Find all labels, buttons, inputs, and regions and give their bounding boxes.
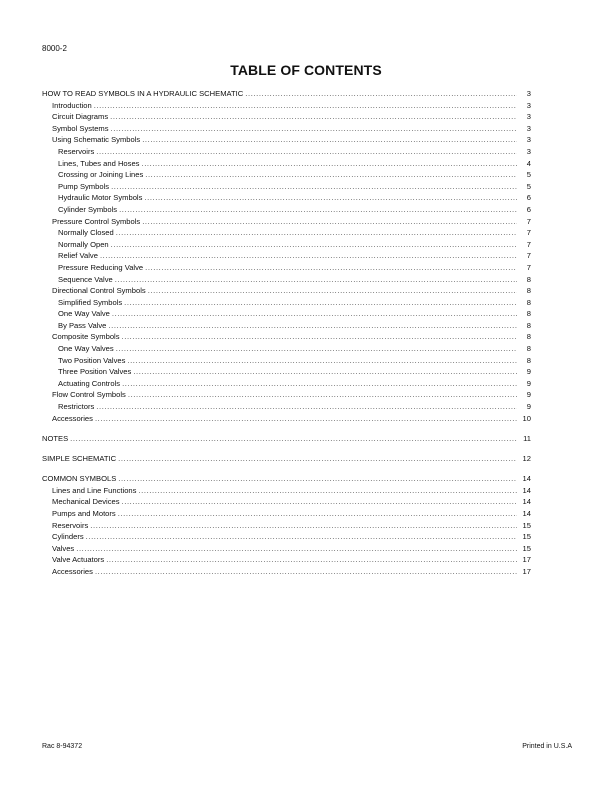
toc-entry-label: Relief Valve [58,251,98,261]
toc-entry-page-number: 8 [526,332,531,342]
toc-dot-leader [96,146,517,158]
toc-entry-label: Introduction [52,100,92,110]
toc-entry-label: Valves [52,543,75,553]
toc-entry [42,566,531,578]
toc-dot-leader [96,401,517,413]
toc-entry-label: COMMON SYMBOLS [42,474,117,484]
toc-entry [42,331,531,343]
section-gap [42,444,531,453]
toc-entry-label: Pressure Reducing Valve [58,262,144,272]
toc-dot-leader [119,204,517,216]
toc-entry-label: One Way Valve [58,309,110,319]
toc-dot-leader [144,192,517,204]
toc-entry-page-number: 14 [522,497,531,507]
toc-entry-page-number: 8 [526,286,531,296]
toc-entry-page-number: 8 [526,320,531,330]
toc-entry [42,158,531,170]
toc-entry-page-number: 9 [526,390,531,400]
toc-entry-label: Hydraulic Motor Symbols [58,193,143,203]
toc-entry-page-number: 10 [522,413,531,423]
toc-dot-leader [115,274,517,286]
toc-entry-label: Reservoirs [58,146,95,156]
toc-dot-leader [127,355,517,367]
toc-dot-leader [111,123,517,135]
toc-entry-label: Using Schematic Symbols [52,135,141,145]
toc-dot-leader [128,389,517,401]
toc-entry-page-number: 8 [526,344,531,354]
toc-entry-page-number: 7 [526,239,531,249]
toc-entry-page-number: 11 [523,433,531,443]
toc-entry-label: Crossing or Joining Lines [58,170,144,180]
toc-dot-leader [142,134,517,146]
toc-entry [42,250,531,262]
toc-dot-leader [95,413,517,425]
toc-entry-label: Normally Open [58,239,109,249]
toc-entry-label: Cylinder Symbols [58,204,118,214]
toc-dot-leader [110,111,517,123]
toc-entry-page-number: 8 [526,309,531,319]
toc-dot-leader [122,378,517,390]
toc-entry [42,134,531,146]
toc-dot-leader [145,262,517,274]
toc-entry-page-number: 3 [526,135,531,145]
toc-dot-leader [111,239,517,251]
toc-entry-page-number: 3 [526,89,531,98]
toc-entry-label: Sequence Valve [58,274,113,284]
toc-entry [42,111,531,123]
toc-entry [42,453,531,465]
toc-entry-label: Actuating Controls [58,378,121,388]
toc-entry [42,274,531,286]
toc-entry [42,355,531,367]
section-gap [42,424,531,433]
toc-entry [42,413,531,425]
toc-entry-page-number: 9 [526,402,531,412]
toc-entry-label: Lines and Line Functions [52,485,137,495]
toc-entry [42,401,531,413]
toc-dot-leader [122,331,517,343]
toc-entry-page-number: 9 [526,367,531,377]
toc-entry-page-number: 7 [526,251,531,261]
footer-document-number: Rac 8-94372 [42,743,83,750]
toc-dot-leader [141,158,517,170]
toc-entry [42,320,531,332]
toc-entry [42,216,531,228]
toc-dot-leader [100,250,517,262]
toc-entry-page-number: 8 [526,274,531,284]
toc-entry [42,262,531,274]
toc-dot-leader [118,508,517,520]
toc-entry-page-number: 7 [526,216,531,226]
toc-entry [42,308,531,320]
toc-entry-page-number: 15 [522,543,531,553]
toc-entry [42,485,531,497]
toc-dot-leader [133,366,517,378]
toc-entry-label: Lines, Tubes and Hoses [58,158,140,168]
toc-entry-page-number: 17 [522,555,531,565]
toc-entry-label: Reservoirs [52,520,89,530]
toc-entry-page-number: 12 [522,454,531,463]
toc-entry-label: By Pass Valve [58,320,107,330]
toc-entry-page-number: 3 [526,112,531,122]
toc-entry-label: Mechanical Devices [52,497,120,507]
toc-dot-leader [124,297,517,309]
toc-entry-page-number: 15 [522,520,531,530]
toc-dot-leader [95,566,517,578]
toc-entry-label: Accessories [52,413,93,423]
toc-dot-leader [106,554,517,566]
toc-entry-label: Symbol Systems [52,123,109,133]
toc-entry [42,389,531,401]
section-gap [42,465,531,474]
toc-entry [42,239,531,251]
toc-dot-leader [118,473,517,485]
toc-entry [42,181,531,193]
toc-entry [42,520,531,532]
toc-dot-leader [122,496,517,508]
toc-entry [42,531,531,543]
toc-entry-label: Restrictors [58,402,95,412]
toc-dot-leader [118,453,517,465]
toc-entry-page-number: 3 [526,146,531,156]
toc-entry-label: Accessories [52,566,93,576]
toc-entry [42,204,531,216]
page-title: TABLE OF CONTENTS [230,62,382,78]
toc-entry-label: Pressure Control Symbols [52,216,141,226]
toc-entry-label: Three Position Valves [58,367,132,377]
toc-entry [42,366,531,378]
toc-entry-label: HOW TO READ SYMBOLS IN A HYDRAULIC SCHEMATIC [42,89,244,98]
toc-entry-label: Simplified Symbols [58,297,123,307]
toc-entry [42,496,531,508]
toc-entry [42,169,531,181]
toc-entry-label: One Way Valves [58,344,114,354]
toc-entry-label: NOTES [42,433,69,443]
toc-entry-page-number: 17 [522,566,531,576]
toc-dot-leader [142,216,517,228]
toc-entry-label: Composite Symbols [52,332,120,342]
toc-dot-leader [86,531,517,543]
page-code: 8000-2 [42,44,67,53]
footer-printed-in: Printed in U.S.A [522,743,572,750]
toc-entry-label: Flow Control Symbols [52,390,126,400]
toc-entry-label: Valve Actuators [52,555,105,565]
toc-dot-leader [70,433,517,445]
toc-entry-page-number: 8 [526,297,531,307]
toc-entry-label: Cylinders [52,532,84,542]
toc-dot-leader [94,100,517,112]
toc-entry-page-number: 9 [526,378,531,388]
toc-dot-leader [116,227,517,239]
toc-dot-leader [108,320,517,332]
toc-entry [42,88,531,100]
toc-entry-label: SIMPLE SCHEMATIC [42,454,117,463]
toc-dot-leader [112,308,517,320]
toc-entry-page-number: 7 [526,262,531,272]
toc-entry [42,100,531,112]
toc-entry [42,378,531,390]
toc-dot-leader [76,543,517,555]
toc-entry-label: Normally Closed [58,228,114,238]
toc-entry [42,192,531,204]
toc-entry [42,227,531,239]
toc-entry-label: Pumps and Motors [52,508,116,518]
toc-entry-page-number: 7 [526,228,531,238]
toc-dot-leader [148,285,517,297]
toc-entry [42,543,531,555]
toc-entry-page-number: 3 [526,100,531,110]
toc-entry-page-number: 14 [522,508,531,518]
toc-dot-leader [145,169,517,181]
toc-entry-page-number: 4 [526,158,531,168]
toc-entry-page-number: 15 [522,532,531,542]
toc-dot-leader [138,485,517,497]
toc-entry [42,146,531,158]
toc-entry [42,343,531,355]
toc-entry-label: Two Position Valves [58,355,126,365]
toc-entry-page-number: 5 [526,181,531,191]
toc-dot-leader [245,88,517,100]
toc-entry-page-number: 8 [526,355,531,365]
table-of-contents [42,88,531,578]
toc-entry-page-number: 6 [526,204,531,214]
toc-entry [42,285,531,297]
toc-entry-page-number: 3 [526,123,531,133]
toc-dot-leader [111,181,517,193]
toc-entry [42,297,531,309]
toc-entry-label: Directional Control Symbols [52,286,146,296]
toc-entry-label: Pump Symbols [58,181,110,191]
toc-entry [42,433,531,445]
toc-entry-page-number: 5 [526,170,531,180]
toc-entry [42,508,531,520]
toc-entry-page-number: 14 [522,485,531,495]
toc-dot-leader [90,520,517,532]
toc-entry [42,123,531,135]
toc-entry-page-number: 6 [526,193,531,203]
toc-entry-page-number: 14 [522,474,531,484]
toc-dot-leader [116,343,517,355]
toc-entry [42,554,531,566]
toc-entry-label: Circuit Diagrams [52,112,109,122]
toc-entry [42,473,531,485]
